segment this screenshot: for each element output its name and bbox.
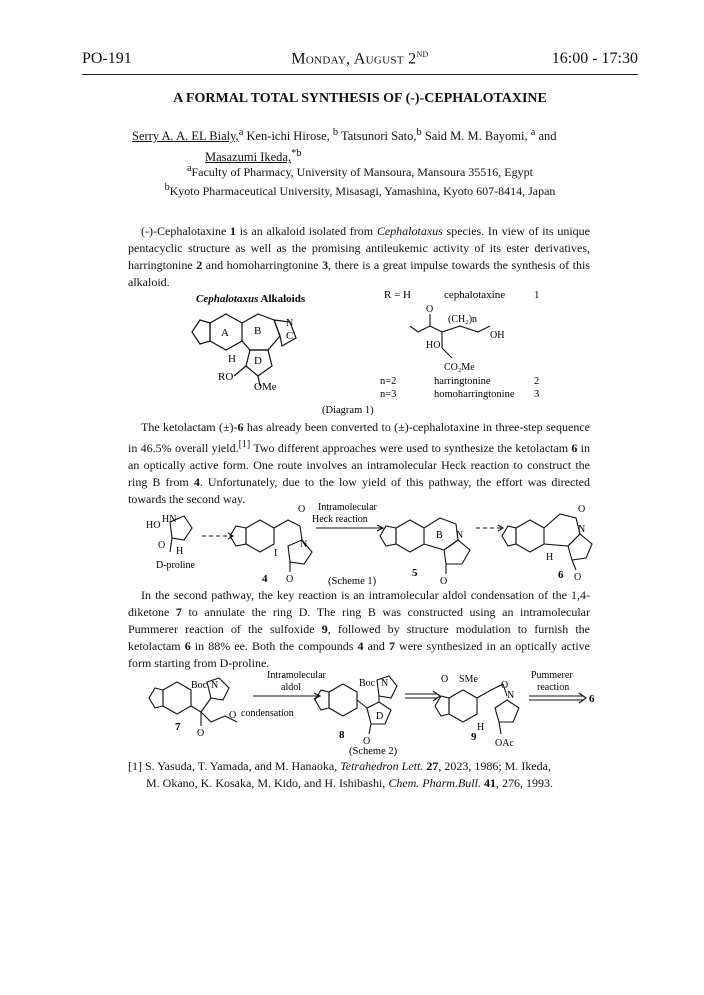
p1-t1: (-)-Cephalotaxine: [141, 224, 230, 238]
s1-4-o: O: [298, 504, 306, 515]
pummerer-label-1: Pummerer: [531, 670, 573, 681]
reference-line-1: [128, 758, 598, 775]
s2-8-o: O: [363, 736, 371, 747]
oh-label: OH: [490, 330, 505, 341]
session-time: 16:00 - 17:30: [551, 50, 638, 67]
aldol-label-2: aldol: [281, 682, 301, 693]
n-label: N: [286, 318, 294, 329]
cephalotaxine-structure: [192, 314, 296, 386]
affiliation-a-text: Faculty of Pharmacy, University of Mansoura, Mansoura 35516, Egypt: [191, 165, 533, 179]
p2-n2: 6: [571, 441, 578, 455]
heck-label-1: Intramolecular: [318, 502, 377, 513]
ring-a-label: A: [221, 327, 229, 339]
s1-iodo: I: [274, 548, 278, 559]
affiliation-a-sup: a: [187, 163, 192, 174]
ref-v2: 41: [480, 776, 496, 790]
diagram1-heading: Cephalotaxus Alkaloids: [196, 293, 306, 305]
homoharringtonine-number: 3: [534, 389, 540, 400]
s1-dproline: D-proline: [156, 560, 195, 571]
s1-dashed-arrow-2: [476, 525, 503, 531]
p3-t6: were synthesized in an optically active form starting from D-proline.: [128, 639, 590, 670]
s2-7-o1: O: [197, 728, 205, 739]
author-2-sup: b: [332, 127, 339, 138]
p1-t2: is an alkaloid isolated from: [236, 224, 377, 238]
compound-6-label: 6: [558, 569, 564, 581]
pummerer-label-2: reaction: [537, 682, 570, 693]
diagram-1: [160, 286, 580, 416]
paragraph-routes: [128, 419, 590, 508]
ref-t1: [1] S. Yasuda, T. Yamada, and M. Hanaoka,: [128, 759, 341, 773]
reference-line-2: [128, 775, 598, 792]
s2-7-o2: O: [229, 710, 237, 721]
p2-t4: in an optically active form. One route involves an intramolecular Heck reaction to construct the ring B from: [128, 441, 591, 489]
s1-6-o: O: [578, 504, 586, 515]
harringtonine-name: harringtonine: [434, 376, 491, 387]
author-3-sup: b: [416, 127, 422, 138]
affiliation-b-text: Kyoto Pharmaceutical University, Misasagi, Yamashina, Kyoto 607-8414, Japan: [169, 184, 556, 198]
p3-t1: In the second pathway, the key reaction is an intramolecular aldol condensation of the 1,4-diketone: [128, 588, 590, 619]
session-day-text: Monday, August 2: [291, 50, 417, 68]
p1-t5: , there is a great impulse towards the synthesis of this alkaloid.: [128, 258, 590, 289]
ro-label: RO: [218, 371, 234, 383]
s2-pummerer-arrow: [529, 693, 586, 703]
s2-9-o: O: [501, 680, 509, 691]
reference-list: [128, 758, 598, 792]
s1-6-n: N: [578, 524, 586, 535]
n2-label: n=2: [380, 376, 397, 387]
paragraph-second-pathway: [128, 587, 590, 672]
compound-8-label: 8: [339, 729, 345, 741]
s1-5-n: N: [456, 530, 464, 541]
s2-7-boc: Boc: [191, 680, 208, 691]
s2-double-arrow: [405, 691, 440, 701]
ring-b-label: B: [254, 325, 262, 337]
author-1-sup: a: [238, 127, 244, 138]
scheme2-caption: (Scheme 2): [349, 746, 398, 756]
affiliation-b: [82, 182, 638, 199]
p1-it1: Cephalotaxus: [376, 224, 443, 238]
p2-ref: [1]: [238, 439, 251, 450]
homoharringtonine-name: homoharringtonine: [434, 389, 515, 400]
compound-5-label: 5: [412, 567, 418, 579]
s2-9-sme: SMe: [459, 674, 478, 685]
paragraph-intro: [128, 223, 590, 291]
co2me-label: CO₂Me: [444, 362, 475, 373]
ref-v1: 27: [423, 759, 439, 773]
author-and: and: [535, 129, 557, 144]
diagram1-caption: (Diagram 1): [322, 405, 374, 416]
ref-j2: Chem. Pharm.Bull.: [388, 776, 481, 790]
p2-n1: 6: [237, 420, 244, 434]
scheme-2: [145, 668, 600, 756]
carbonyl-o: O: [426, 304, 434, 315]
n3-label: n=3: [380, 389, 397, 400]
p1-t3: species. In view of its unique pentacyclic structure as well as the promising antileukemic activity of its ester derivatives, harringtonine: [128, 224, 591, 272]
paper-title: A FORMAL TOTAL SYNTHESIS OF (-)-CEPHALOTAXINE: [173, 91, 547, 106]
p3-t4: in 88% ee. Both the compounds: [190, 639, 358, 653]
author-4-sup: a: [530, 127, 536, 138]
p2-t5: . Unfortunately, due to the low yield of this pathway, the effort was directed towards the second way.: [128, 475, 590, 506]
scheme1-caption: (Scheme 1): [328, 576, 377, 587]
p3-n3: 6: [184, 639, 191, 653]
author-list: [132, 124, 602, 166]
p2-n3: 4: [193, 475, 200, 489]
s1-o: O: [158, 540, 166, 551]
s1-5-o: O: [440, 576, 448, 587]
author-6-sup: *b: [291, 148, 302, 160]
header-rule: [82, 74, 638, 75]
s1-6-h: H: [546, 552, 554, 563]
s1-ring-b: B: [436, 530, 443, 541]
s2-9-n: N: [507, 690, 515, 701]
p2-t2: has already been converted to (±)-cephalotaxine in three-step sequence in 46.5% overall yield.: [128, 420, 590, 455]
p3-n1: 7: [175, 605, 182, 619]
p3-t3: , followed by structure modulation to furnish the ketolactam: [128, 622, 590, 653]
p3-n4: 4: [357, 639, 364, 653]
author-3: Tatsunori Sato,: [338, 129, 417, 144]
ho-label: HO: [426, 340, 441, 351]
s1-heck-arrow: [316, 525, 383, 531]
compound-4-label: 4: [262, 573, 268, 585]
poster-code: PO-191: [82, 50, 132, 67]
s2-aldol-arrow: [253, 693, 320, 699]
page-header: [82, 50, 638, 76]
ch2n-label: (CH₂)n: [448, 314, 478, 325]
session-day-sup: ND: [416, 50, 429, 59]
author-4: Said M. M. Bayomi,: [421, 129, 531, 144]
h-label: H: [228, 353, 236, 365]
s2-9-h: H: [477, 722, 485, 733]
ring-c-label: C: [286, 330, 294, 342]
cephalotaxine-number: 1: [534, 289, 540, 301]
p3-t2: to annulate the ring D. The ring B was constructed using an intramolecular Pummerer reaction of the sulfoxide: [128, 605, 590, 636]
s1-6-o2: O: [574, 572, 582, 583]
s2-product-6: 6: [589, 693, 595, 705]
ref-j1: Tetrahedron Lett.: [340, 759, 424, 773]
author-2: Ken-ichi Hirose,: [243, 129, 333, 144]
p3-n5: 7: [388, 639, 395, 653]
compound-5-structure: [380, 518, 470, 574]
affiliation-b-sup: b: [164, 182, 170, 193]
p1-n2: 2: [196, 258, 203, 272]
aldol-label-3: condensation: [241, 708, 294, 719]
s1-hn: HN: [162, 514, 177, 525]
s2-9-oac: OAc: [495, 738, 514, 749]
p3-n2: 9: [321, 622, 328, 636]
s2-ring-d: D: [376, 711, 384, 722]
s1-h: H: [176, 546, 184, 557]
s2-7-n: N: [211, 680, 219, 691]
compound-7-label: 7: [175, 721, 181, 733]
ring-d-label: D: [254, 355, 262, 367]
ome-label: OMe: [254, 381, 277, 393]
p1-t4: and homoharringtonine: [202, 258, 323, 272]
s2-8-boc: Boc: [359, 678, 376, 689]
p1-n3: 3: [322, 258, 329, 272]
scheme-1: [140, 500, 600, 588]
harringtonine-number: 2: [534, 376, 540, 387]
p3-t5: and: [363, 639, 389, 653]
author-1: Serry A. A. EL Bialy,: [132, 129, 239, 144]
cephalotaxine-name: cephalotaxine: [444, 289, 506, 301]
s2-9-o-sulf: O: [441, 674, 449, 685]
heck-label-2: Heck reaction: [312, 514, 368, 525]
ref-t3: M. Okano, K. Kosaka, M. Kido, and H. Ishibashi,: [146, 776, 389, 790]
aldol-label-1: Intramolecular: [267, 670, 326, 681]
s1-dashed-arrow-1: [202, 533, 233, 539]
compound-9-label: 9: [471, 731, 477, 743]
r-equals: R = H: [384, 289, 411, 301]
s1-4-n: N: [300, 539, 308, 550]
author-6: Masazumi Ikeda,: [205, 150, 292, 165]
s1-4-o2: O: [286, 574, 294, 585]
ref-t4: , 276, 1993.: [495, 776, 553, 790]
p1-n1: 1: [230, 224, 236, 238]
s1-ho: HO: [146, 520, 161, 531]
p2-t1: The ketolactam (±)-: [141, 420, 238, 434]
s2-8-n: N: [381, 678, 389, 689]
p2-t3: Two different approaches were used to synthesize the ketolactam: [250, 441, 572, 455]
affiliation-a: [82, 163, 638, 180]
ref-t2: , 2023, 1986; M. Ikeda,: [438, 759, 551, 773]
